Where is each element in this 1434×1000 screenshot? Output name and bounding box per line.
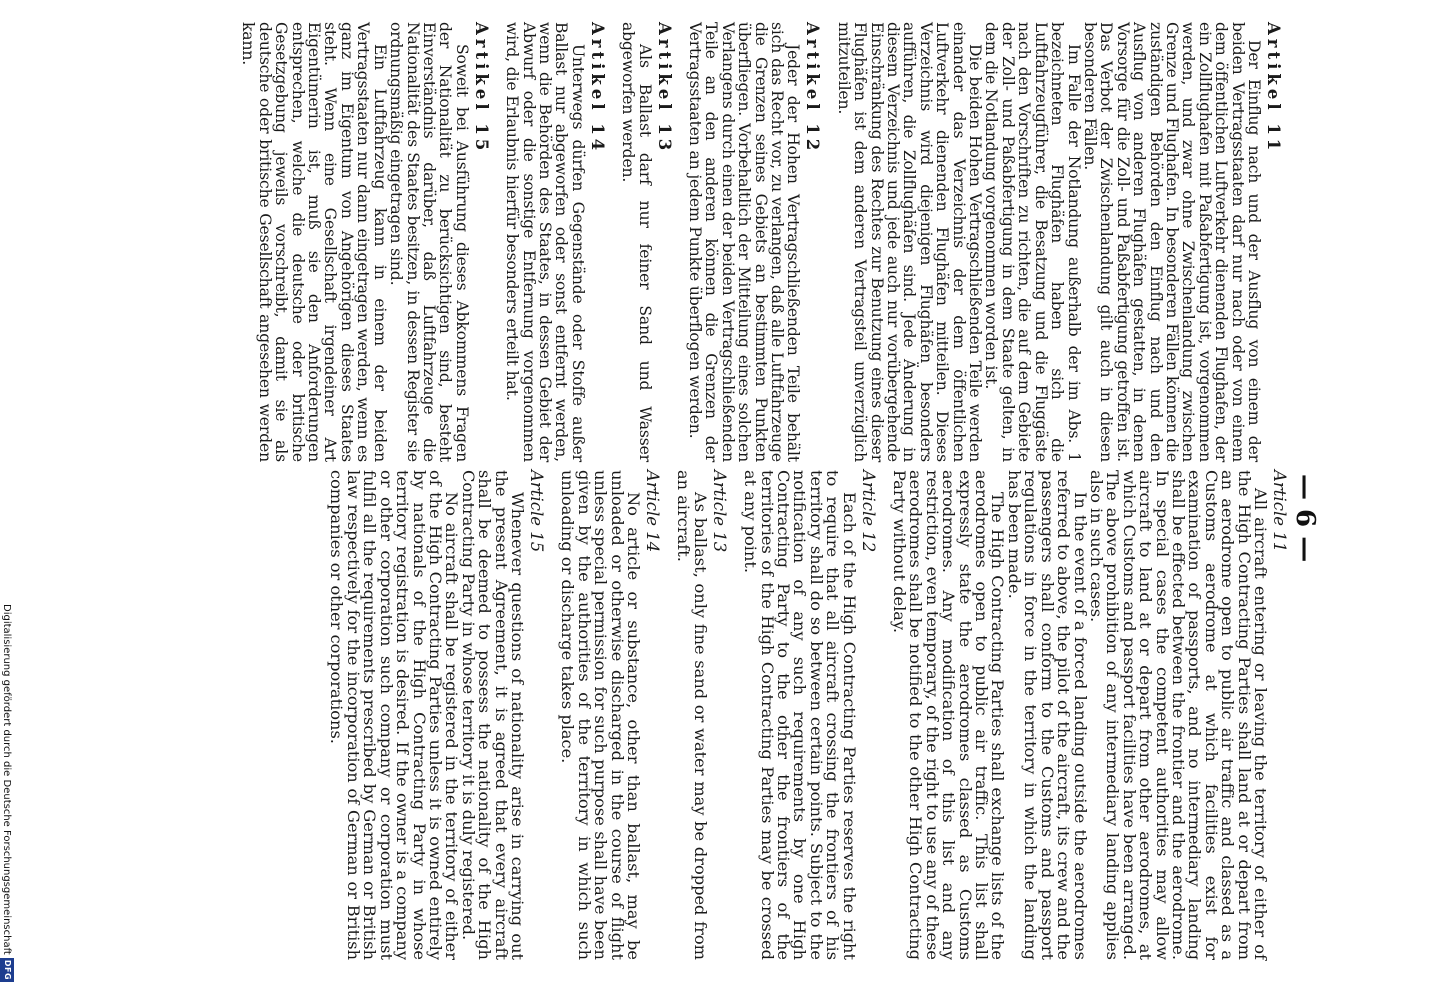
- article-heading: Article 14: [643, 470, 662, 553]
- article-11-section: [891, 470, 1288, 960]
- article-heading: Artikel 15: [471, 22, 491, 155]
- article-heading: Artikel 13: [654, 22, 674, 155]
- paragraph: Each of the High Contracting Parties reserves the right to require that all aircraft crossing the frontiers of his territory shall do so between certain points. Subject to the notification of any such requirements by one High Contracting Party to the other the frontiers of the territories of the High Contracting Parties may be crossed at any point.: [741, 470, 859, 960]
- paragraph: Jeder der Hohen Vertragschließenden Teile behält sich das Recht vor, zu verlangen, daß alle Luftfahrzeuge die Grenzen seines Gebiets an bestimmten Punkten überfliegen. Vorbehaltlich der Mitteilung eines solchen Verlangens durch einen der beiden Vertragschließenden Teile an den anderen können die Grenzen der Vertragsstaaten an jedem Punkte überflogen werden.: [686, 22, 803, 462]
- english-column: [328, 470, 1288, 960]
- article-heading: Article 13: [709, 470, 729, 553]
- artikel-13-section: [620, 22, 673, 462]
- article-15-section: [328, 470, 545, 960]
- article-heading: Article 15: [526, 470, 546, 553]
- paragraph: Die beiden Hohen Vertragschließenden Teile werden einander das Verzeichnis der dem öffentlichen Luftverkehr dienenden Flughäfen mitteilen. Dieses Verzeichnis wird diejenigen Flughäfen besonders aufführen, die Zollflughäfen sind. Jede Änderung in diesem Verzeichnis und jede auch nur vorübergehende Einschränkung des Rechtes zur Benutzung eines dieser Flughäfen ist dem anderen Vertragsteil unverzüglich mitzuteilen.: [834, 22, 985, 462]
- footer-text: Digitalisierung gefördert durch die Deutsche Forschungsgemeinschaft: [1, 604, 12, 955]
- article-heading: Artikel 14: [587, 22, 607, 155]
- german-column: [240, 22, 1282, 462]
- article-heading: Article 12: [858, 470, 878, 553]
- article-14-section: [559, 470, 661, 960]
- paragraph: Der Einflug nach und der Ausflug von einem der beiden Vertragsstaaten darf nur nach oder von einem dem öffentlichen Luftverkehr dienenden Flughafen, der ein Zollflughafen mit Paßabfertigung ist, vorgenommen werden, und zwar ohne Zwischenlandung zwischen Grenze und Flughafen. In besonderen Fällen können die zuständigen Behörden den Einflug nach und den Ausflug von anderen Flughäfen gestatten, in denen Vorsorge für die Zoll- und Paßabfertigung getroffen ist. Das Verbot der Zwischenlandung gilt auch in diesen besonderen Fällen.: [1080, 22, 1263, 462]
- paragraph: Ein Luftfahrzeug kann in einem der beiden Vertragsstaaten nur dann eingetragen werden, wenn es ganz im Eigentum von Angehörigen dieses Staates steht. Wenn eine Gesellschaft irgendeiner Art Eigentümerin ist, muß sie den Anforderungen entsprechen, welche die deutsche oder britische Gesetzgebung jeweils vorschreibt, damit sie als deutsche oder britische Gesellschaft angesehen werden kann.: [239, 22, 389, 462]
- paragraph: Soweit bei Ausführung dieses Abkommens Fragen der Nationalität zu berücksichtigen sind, besteht Einverständnis darüber, daß Luftfahrzeuge die Nationalität des Staates besitzen, in dessen Register sie ordnungsmäßig eingetragen sind.: [387, 22, 471, 462]
- paragraph: Als Ballast darf nur feiner Sand und Wasser abgeworfen werden.: [619, 22, 654, 462]
- artikel-15-section: [240, 22, 490, 462]
- article-12-section: [742, 470, 877, 960]
- artikel-14-section: [504, 22, 606, 462]
- paragraph: No aircraft shall be registered in the territory of either of the High Contracting Parties unless it is owned entirely by nationals of the High Contracting Party in whose territory registration is desired. If the owner is a company or other corporation such company or corporation must fulfil all the requirements prescribed by German or British law respectively for the incorporation of German or British companies or other corporations.: [327, 470, 462, 960]
- paragraph: The High Contracting Parties shall exchange lists of the aerodromes open to public air traffic. This list shall expressly state the aerodromes classed as Customs aerodromes. Any modification of this list and any restriction, even temporary, of the right to use any of these aerodromes shall be notified to the other High Contracting Party without delay.: [890, 470, 1008, 960]
- article-heading: Article 11: [1270, 470, 1289, 553]
- paragraph: As ballast, only fine sand or water may be dropped from an aircraft.: [674, 470, 710, 960]
- artikel-11-section: [835, 22, 1282, 462]
- paragraph: Whenever questions of nationality arise in carrying out the present Agreement, it is agreed that every aircraft shall be deemed to possess the nationality of the High Contracting Party in whose territory it is duly registered.: [458, 470, 527, 960]
- digitisation-footer: [0, 604, 14, 982]
- article-heading: Artikel 12: [803, 22, 823, 155]
- article-heading: Artikel 11: [1264, 22, 1283, 155]
- paragraph: Unterwegs dürfen Gegenstände oder Stoffe außer Ballast nur abgeworfen oder sonst entfernt werden, wenn die Behörden des Staates, in dessen Gebiet der Abwurf oder die sonstige Entfernung vorgenommen wird, die Erlaubnis hierfür besonders erteilt hat.: [503, 22, 587, 462]
- artikel-12-section: [687, 22, 822, 462]
- paragraph: No article or substance, other than ballast, may be unloaded or otherwise discharged in the course of flight unless special permission for such purpose shall have been given by the authorities of the territory in which such unloading or discharge takes place.: [558, 470, 643, 960]
- page-number: — 6 —: [1290, 474, 1320, 563]
- paragraph: All aircraft entering or leaving the territory of either of the High Contracting Parties shall land at or depart from an aerodrome open to public air traffic and classed as a Customs aerodrome at which facilities exist for examination of passports, and no intermediary landing shall be effected between the frontier and the aerodrome. In special cases the competent authorities may allow aircraft to land at or depart from other aerodromes, at which Customs and passport facilities have been arranged. The above prohibition of any intermediary landing applies also in such cases.: [1086, 470, 1270, 960]
- article-13-section: [675, 470, 728, 960]
- paragraph: In the event of a forced landing outside the aerodromes referred to above, the pilot of the aircraft, its crew and the passengers shall conform to the Customs and passport regulations in force in the territory in which the landing has been made.: [1004, 470, 1090, 960]
- dfg-logo: DFG: [0, 958, 14, 982]
- paragraph: Im Falle der Notlandung außerhalb der im Abs. 1 bezeichneten Flughäfen haben sich die Luftfahrzeugführer, die Besatzung und die Fluggäste nach den Vorschriften zu richten, die auf dem Gebiete der Zoll- und Paßabfertigung in dem Staate gelten, in dem die Notlandung vorgenommen worden ist.: [982, 22, 1083, 462]
